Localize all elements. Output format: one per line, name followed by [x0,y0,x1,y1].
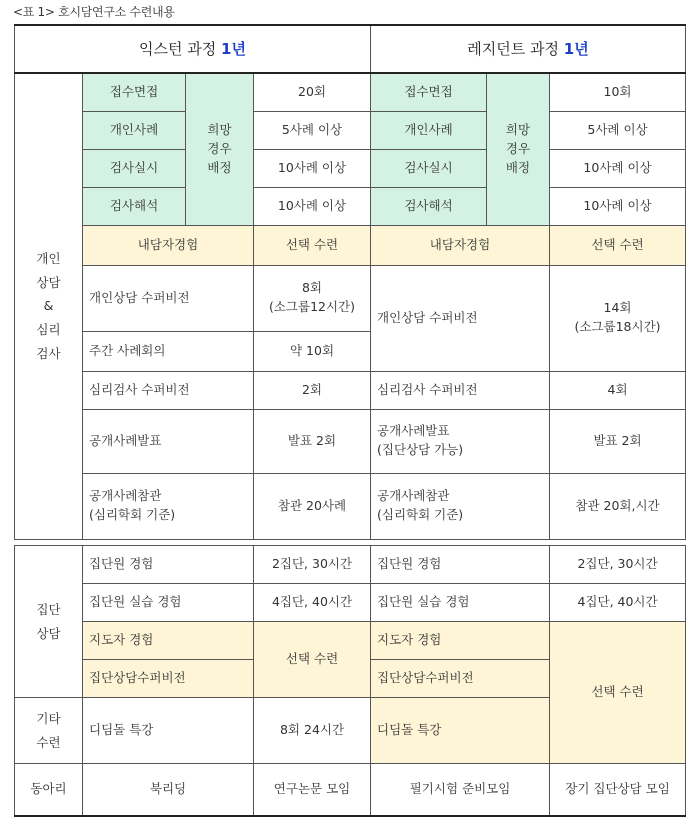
category-text: 수련 [36,734,61,750]
resident-header-label: 레지던트 과정 [467,39,560,58]
extern-test-admin-value: 10사례 이상 [254,149,371,187]
extern-task-test-admin: 검사실시 [83,149,186,187]
value-text: 8회 [301,280,323,296]
value-text: 14회 [603,300,632,316]
category-individual [15,73,83,539]
resident-pub-attend-value: 참관 20회,시간 [550,473,686,539]
assign-text: 경우 [505,140,531,156]
resident-leader: 지도자 경험 [371,622,550,660]
extern-didimdol: 디딤돌 특강 [83,698,254,764]
resident-grp-sv: 집단상담수퍼비전 [371,660,550,698]
assign-text: 희망 [207,122,232,138]
extern-header-year: 1년 [221,39,246,58]
item-subtext: (집단상담 가능) [377,442,464,457]
extern-grp-select: 선택 수련 [254,622,371,698]
table-header-row [15,25,686,73]
resident-grp-practice-value: 4집단, 40시간 [550,584,686,622]
extern-client-exp: 내담자경험 [83,225,254,265]
item-subtext: (심리학회 기준) [89,507,176,522]
training-table-group [14,545,686,817]
resident-task-test-interp: 검사해석 [371,187,487,225]
resident-intake-value: 10회 [550,73,686,111]
value-subtext: (소그룹12시간) [268,299,356,314]
extern-grp-sv: 집단상담수퍼비전 [83,660,254,698]
extern-didimdol-value: 8회 24시간 [254,698,371,764]
extern-pub-attend [83,473,254,539]
resident-task-intake: 접수면접 [371,73,487,111]
training-table [14,24,686,540]
resident-ind-sv-value [550,265,686,371]
category-text: 집단 [36,601,61,617]
category-text: & [43,298,54,314]
table-caption: <표 1> 호시담연구소 수련내용 [13,5,175,19]
resident-header-year: 1년 [563,39,589,58]
category-text: 심리 [36,322,61,338]
extern-test-sv: 심리검사 수퍼비전 [83,371,254,409]
extern-task-case: 개인사례 [83,111,186,149]
resident-client-exp: 내담자경험 [371,225,550,265]
extern-test-sv-value: 2회 [254,371,371,409]
table-row [15,764,686,816]
extern-assign-note [186,73,254,225]
extern-header-label: 익스턴 과정 [139,39,217,58]
category-text: 개인 [36,250,61,266]
resident-test-interp-value: 10사례 이상 [550,187,686,225]
table-row [15,622,686,660]
resident-task-test-admin: 검사실시 [371,149,487,187]
resident-didimdol: 디딤돌 특강 [371,698,550,764]
extern-grp-practice: 집단원 실습 경험 [83,584,254,622]
value-subtext: (소그룹18시간) [574,319,661,334]
extern-pub-present-value: 발표 2회 [254,409,371,473]
extern-intake-value: 20회 [254,73,371,111]
category-club: 동아리 [15,764,83,816]
item-subtext: (심리학회 기준) [377,507,464,522]
category-text: 기타 [36,710,61,726]
extern-test-interp-value: 10사례 이상 [254,187,371,225]
resident-assign-note [487,73,550,225]
assign-text: 배정 [505,159,531,175]
assign-text: 희망 [505,122,531,138]
table-row [15,111,686,149]
resident-pub-attend [371,473,550,539]
resident-grp-member-value: 2집단, 30시간 [550,546,686,584]
extern-task-test-interp: 검사해석 [83,187,186,225]
table-row [15,73,686,111]
table-row [15,149,686,187]
item-text: 공개사례참관 [89,488,162,504]
item-text: 공개사례발표 [377,423,450,439]
extern-club-1: 북리딩 [83,764,254,816]
resident-case-value: 5사례 이상 [550,111,686,149]
extern-weekly-value: 약 10회 [254,331,371,371]
resident-task-case: 개인사례 [371,111,487,149]
category-text: 상담 [36,274,61,290]
extern-header [15,25,371,73]
category-text: 상담 [36,625,61,641]
extern-grp-practice-value: 4집단, 40시간 [254,584,371,622]
resident-test-sv-value: 4회 [550,371,686,409]
extern-ind-sv-value [254,265,371,331]
table-row [15,409,686,473]
extern-pub-attend-value: 참관 20사례 [254,473,371,539]
extern-client-exp-value: 선택 수련 [254,225,371,265]
table-row [15,187,686,225]
table-row [15,265,686,331]
resident-club-2: 장기 집단상담 모임 [550,764,686,816]
resident-grp-practice: 집단원 실습 경험 [371,584,550,622]
resident-grp-member: 집단원 경험 [371,546,550,584]
resident-pub-present [371,409,550,473]
resident-client-exp-value: 선택 수련 [550,225,686,265]
resident-test-admin-value: 10사례 이상 [550,149,686,187]
extern-leader: 지도자 경험 [83,622,254,660]
resident-pub-present-value: 발표 2회 [550,409,686,473]
resident-grp-select: 선택 수련 [550,622,686,764]
table-row [15,584,686,622]
category-text: 검사 [36,345,61,361]
extern-weekly: 주간 사례회의 [83,331,254,371]
resident-club-1: 필기시험 준비모임 [371,764,550,816]
extern-task-intake: 접수면접 [83,73,186,111]
item-text: 공개사례참관 [377,488,450,504]
assign-text: 경우 [207,140,232,156]
extern-club-2: 연구논문 모임 [254,764,371,816]
extern-ind-sv: 개인상담 수퍼비전 [83,265,254,331]
extern-pub-present: 공개사례발표 [83,409,254,473]
table-row [15,473,686,539]
category-group [15,546,83,698]
category-etc [15,698,83,764]
extern-grp-member: 집단원 경험 [83,546,254,584]
extern-case-value: 5사례 이상 [254,111,371,149]
resident-ind-sv: 개인상담 수퍼비전 [371,265,550,371]
table-row [15,225,686,265]
resident-header [371,25,686,73]
assign-text: 배정 [207,159,232,175]
resident-test-sv: 심리검사 수퍼비전 [371,371,550,409]
table-row [15,371,686,409]
table-row [15,546,686,584]
extern-grp-member-value: 2집단, 30시간 [254,546,371,584]
